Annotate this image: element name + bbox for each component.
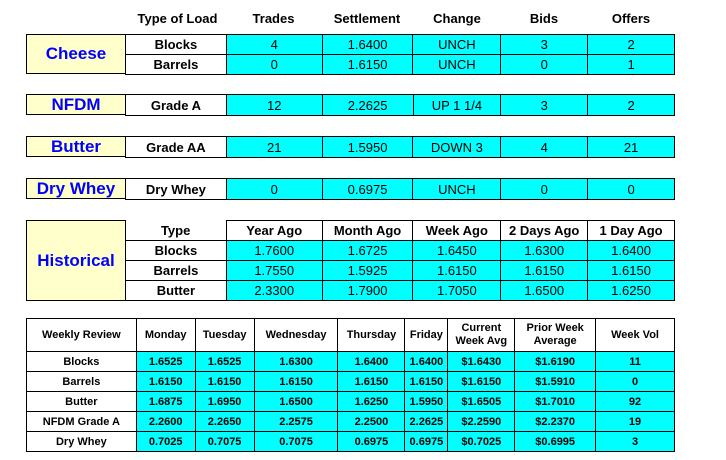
weekly-header-tuesday: Tuesday — [195, 319, 254, 352]
cell-value: 1.6450 — [413, 241, 501, 261]
header-type-of-load: Type of Load — [137, 11, 218, 26]
cell-offers: 0 — [588, 179, 675, 200]
header-trades: Trades — [252, 11, 295, 26]
cell-value: 1.6150 — [405, 372, 448, 392]
cell-value: $1.6150 — [448, 372, 515, 392]
cell-trades: 12 — [226, 95, 322, 116]
table-row — [27, 412, 675, 432]
drywhey-label: Dry Whey — [26, 178, 126, 199]
cell-trades: 21 — [226, 137, 322, 158]
cell-settlement: 0.6975 — [322, 179, 413, 200]
cell-change: UNCH — [413, 35, 501, 55]
cell-value: 1.6150 — [413, 261, 501, 281]
cell-value: 2.3300 — [226, 281, 322, 301]
cell-value: 1.6300 — [501, 241, 588, 261]
cell-value: 3 — [596, 432, 675, 452]
cell-product: Blocks — [27, 352, 137, 372]
cell-value: $2.2370 — [515, 412, 596, 432]
cell-value: 1.6150 — [195, 372, 254, 392]
cell-offers: 21 — [588, 137, 675, 158]
header-change: Change — [433, 11, 481, 26]
weekly-header-friday: Friday — [405, 319, 448, 352]
nfdm-table — [125, 94, 675, 116]
cell-change: DOWN 3 — [413, 137, 501, 158]
cell-product: Butter — [27, 392, 137, 412]
weekly-review-table — [26, 318, 675, 452]
weekly-header-thursday: Thursday — [338, 319, 405, 352]
cell-value: 1.6500 — [501, 281, 588, 301]
table-row — [126, 55, 675, 75]
cell-type: Barrels — [126, 261, 227, 281]
cell-value: 0.7025 — [136, 432, 195, 452]
cell-value: 1.6150 — [588, 261, 675, 281]
cell-value: 0 — [596, 372, 675, 392]
cell-value: 1.6150 — [136, 372, 195, 392]
cell-value: 2.2500 — [338, 412, 405, 432]
cell-value: 1.6525 — [195, 352, 254, 372]
table-row — [27, 352, 675, 372]
cell-trades: 4 — [226, 35, 322, 55]
cell-value: 2.2600 — [136, 412, 195, 432]
cell-value: 1.6725 — [322, 241, 413, 261]
cell-value: 1.7900 — [322, 281, 413, 301]
nfdm-label: NFDM — [26, 94, 126, 115]
cell-value: $0.7025 — [448, 432, 515, 452]
cell-value: 1.6875 — [136, 392, 195, 412]
cell-bids: 3 — [501, 95, 588, 116]
table-row — [126, 241, 675, 261]
cell-value: 1.6150 — [254, 372, 338, 392]
weekly-header-current-week-avg: Current Week Avg — [448, 319, 515, 352]
cell-value: 1.6250 — [338, 392, 405, 412]
cell-value: 11 — [596, 352, 675, 372]
cell-value: 1.6300 — [254, 352, 338, 372]
cheese-label: Cheese — [26, 34, 126, 74]
cell-value: 1.6525 — [136, 352, 195, 372]
cell-value: 1.6400 — [588, 241, 675, 261]
cell-value: 0.7075 — [195, 432, 254, 452]
table-row — [27, 372, 675, 392]
cell-value: 92 — [596, 392, 675, 412]
cell-bids: 3 — [501, 35, 588, 55]
cell-value: 1.6950 — [195, 392, 254, 412]
cell-change: UNCH — [413, 179, 501, 200]
cell-offers: 2 — [588, 35, 675, 55]
cell-offers: 1 — [588, 55, 675, 75]
cell-value: 2.2650 — [195, 412, 254, 432]
cell-settlement: 1.5950 — [322, 137, 413, 158]
cell-value: 1.6150 — [501, 261, 588, 281]
butter-label: Butter — [26, 136, 126, 157]
cell-type: Grade AA — [126, 137, 227, 158]
hist-header-1-day-ago: 1 Day Ago — [588, 221, 675, 241]
cell-value: $1.6505 — [448, 392, 515, 412]
table-row — [126, 261, 675, 281]
cell-value: 2.2575 — [254, 412, 338, 432]
cell-product: Barrels — [27, 372, 137, 392]
cell-type: Blocks — [126, 35, 227, 55]
weekly-header-prior-week-average: Prior Week Average — [515, 319, 596, 352]
hist-header-week-ago: Week Ago — [413, 221, 501, 241]
cell-bids: 4 — [501, 137, 588, 158]
cell-value: $0.6995 — [515, 432, 596, 452]
cell-value: $2.2590 — [448, 412, 515, 432]
weekly-header-title: Weekly Review — [27, 319, 137, 352]
cell-value: 2.2625 — [405, 412, 448, 432]
cell-type: Grade A — [126, 95, 227, 116]
hist-header-type: Type — [126, 221, 227, 241]
hist-header-2-days-ago: 2 Days Ago — [501, 221, 588, 241]
cell-value: 1.5950 — [405, 392, 448, 412]
table-row — [126, 35, 675, 55]
cell-settlement: 2.2625 — [322, 95, 413, 116]
table-row — [126, 137, 675, 158]
cell-value: 19 — [596, 412, 675, 432]
cheese-table — [125, 34, 675, 75]
header-bids: Bids — [529, 11, 559, 26]
cell-type: Barrels — [126, 55, 227, 75]
cell-trades: 0 — [226, 55, 322, 75]
table-row — [126, 95, 675, 116]
cell-value: 1.7050 — [413, 281, 501, 301]
hist-header-year-ago: Year Ago — [226, 221, 322, 241]
cell-value: 0.7075 — [254, 432, 338, 452]
weekly-header-row — [27, 319, 675, 352]
cell-value: $1.5910 — [515, 372, 596, 392]
butter-table — [125, 136, 675, 158]
cell-value: 1.5925 — [322, 261, 413, 281]
weekly-header-week-vol: Week Vol — [596, 319, 675, 352]
cell-trades: 0 — [226, 179, 322, 200]
header-settlement: Settlement — [333, 11, 401, 26]
cell-type: Dry Whey — [126, 179, 227, 200]
cell-value: 0.6975 — [338, 432, 405, 452]
cell-offers: 2 — [588, 95, 675, 116]
cell-value: $1.6430 — [448, 352, 515, 372]
cell-bids: 0 — [501, 55, 588, 75]
cell-product: NFDM Grade A — [27, 412, 137, 432]
cell-product: Dry Whey — [27, 432, 137, 452]
cell-value: 1.7600 — [226, 241, 322, 261]
cell-value: 1.6400 — [405, 352, 448, 372]
cell-value: 0.6975 — [405, 432, 448, 452]
historical-header-row — [126, 221, 675, 241]
cell-value: 1.6400 — [338, 352, 405, 372]
hist-header-month-ago: Month Ago — [322, 221, 413, 241]
cell-settlement: 1.6150 — [322, 55, 413, 75]
cell-change: UP 1 1/4 — [413, 95, 501, 116]
cell-change: UNCH — [413, 55, 501, 75]
table-row — [126, 179, 675, 200]
cell-value: $1.6190 — [515, 352, 596, 372]
cell-type: Blocks — [126, 241, 227, 261]
cell-value: 1.6500 — [254, 392, 338, 412]
cell-value: 1.6150 — [338, 372, 405, 392]
historical-table — [125, 220, 675, 301]
cell-value: $1.7010 — [515, 392, 596, 412]
cell-bids: 0 — [501, 179, 588, 200]
table-row — [126, 281, 675, 301]
weekly-header-monday: Monday — [136, 319, 195, 352]
weekly-header-wednesday: Wednesday — [254, 319, 338, 352]
drywhey-table — [125, 178, 675, 200]
cell-settlement: 1.6400 — [322, 35, 413, 55]
table-row — [27, 392, 675, 412]
cell-value: 1.6250 — [588, 281, 675, 301]
cell-value: 1.7550 — [226, 261, 322, 281]
table-row — [27, 432, 675, 452]
historical-label: Historical — [26, 220, 126, 301]
header-offers: Offers — [611, 11, 651, 26]
cell-type: Butter — [126, 281, 227, 301]
